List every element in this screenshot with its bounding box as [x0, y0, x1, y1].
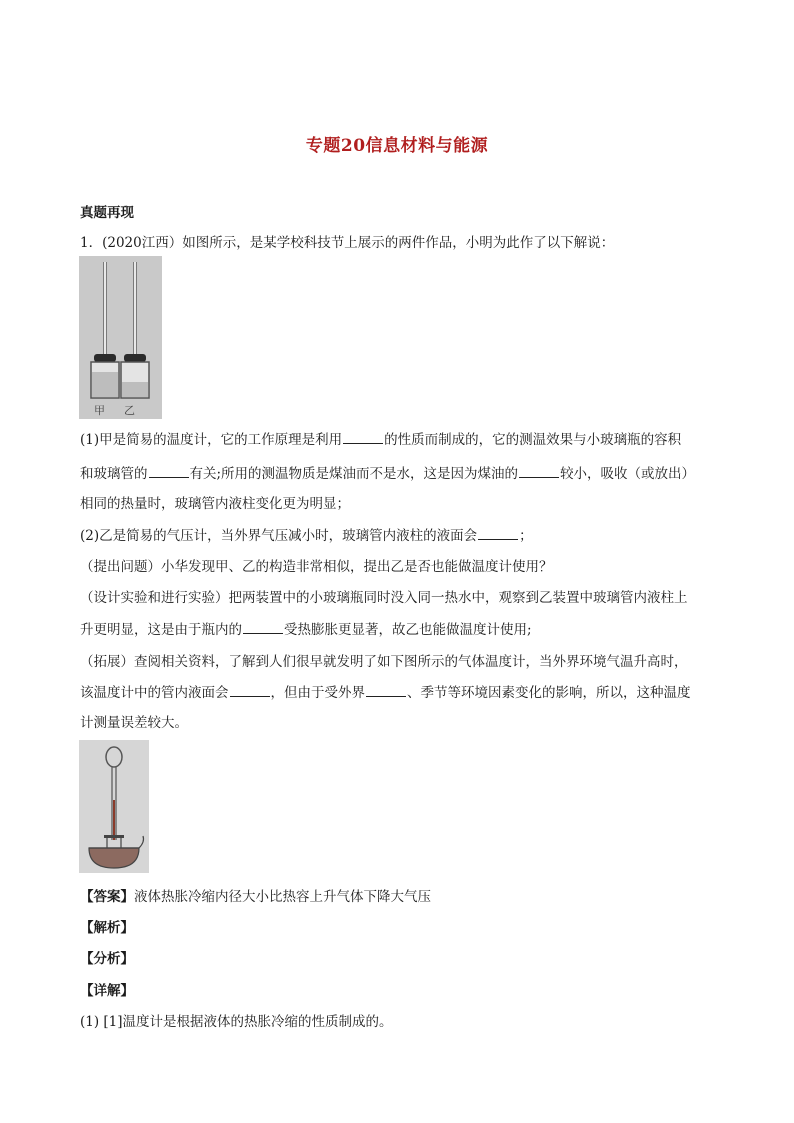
label-yi: 乙	[124, 404, 135, 417]
question-line-6: （设计实验和进行实验）把两装置中的小玻璃瓶同时没入同一热水中，观察到乙装置中玻璃管内液柱上	[80, 590, 688, 606]
question-line-7: 升更明显，这是由于瓶内的 受热膨胀更显著，故乙也能做温度计使用;	[80, 622, 532, 638]
analysis-label: 【解析】	[80, 920, 134, 936]
answer-label: 【答案】	[80, 889, 134, 905]
detail-text: (1) [1]温度计是根据液体的热胀冷缩的性质制成的。	[80, 1014, 393, 1030]
answer-blank-4[interactable]	[478, 527, 518, 540]
question-line-10: 计测量误差较大。	[80, 715, 188, 731]
question-line-5: （提出问题）小华发现甲、乙的构造非常相似，提出乙是否也能做温度计使用？	[80, 559, 553, 575]
section-heading: 真题再现	[80, 205, 134, 221]
answer-blank-1[interactable]	[343, 431, 383, 444]
question-intro: 1．(2020江西）如图所示，是某学校科技节上展示的两件作品，小明为此作了以下解说：	[80, 235, 615, 251]
question-line-9: 该温度计中的管内液面会 ，但由于受外界 、季节等环境因素变化的影响，所以，这种温度	[80, 685, 691, 701]
figure-gas-thermometer	[79, 740, 149, 873]
answer-blank-6[interactable]	[230, 684, 270, 697]
question-line-3: 相同的热量时，玻璃管内液柱变化更为明显；	[80, 496, 350, 512]
figure-1-drawing	[79, 256, 162, 419]
figure-2-drawing	[79, 740, 149, 873]
question-line-4: (2)乙是简易的气压计，当外界气压减小时，玻璃管内液柱的液面会 ；	[80, 528, 533, 544]
fenxi-label: 【分析】	[80, 951, 134, 967]
question-line-1: (1)甲是简易的温度计，它的工作原理是利用 的性质而制成的，它的测温效果与小玻璃瓶的容积	[80, 432, 682, 448]
question-line-8: （拓展）查阅相关资料，了解到人们很早就发明了如下图所示的气体温度计，当外界环境气温升高时，	[80, 654, 688, 670]
answer-blank-2[interactable]	[149, 465, 189, 478]
page-title: 专题20信息材料与能源	[305, 136, 489, 156]
answer-blank-3[interactable]	[519, 465, 559, 478]
label-jia: 甲	[94, 404, 105, 417]
answer-blank-7[interactable]	[366, 684, 406, 697]
figure-thermometer-barometer	[79, 256, 162, 419]
answer-text: 液体热胀冷缩内径大小比热容上升气体下降大气压	[134, 889, 431, 905]
answer-line	[80, 888, 431, 906]
question-line-2: 和玻璃管的 有关;所用的测温物质是煤油而不是水，这是因为煤油的 较小，吸收（或放出）	[80, 466, 696, 482]
detail-label: 【详解】	[80, 983, 134, 999]
answer-blank-5[interactable]	[243, 621, 283, 634]
